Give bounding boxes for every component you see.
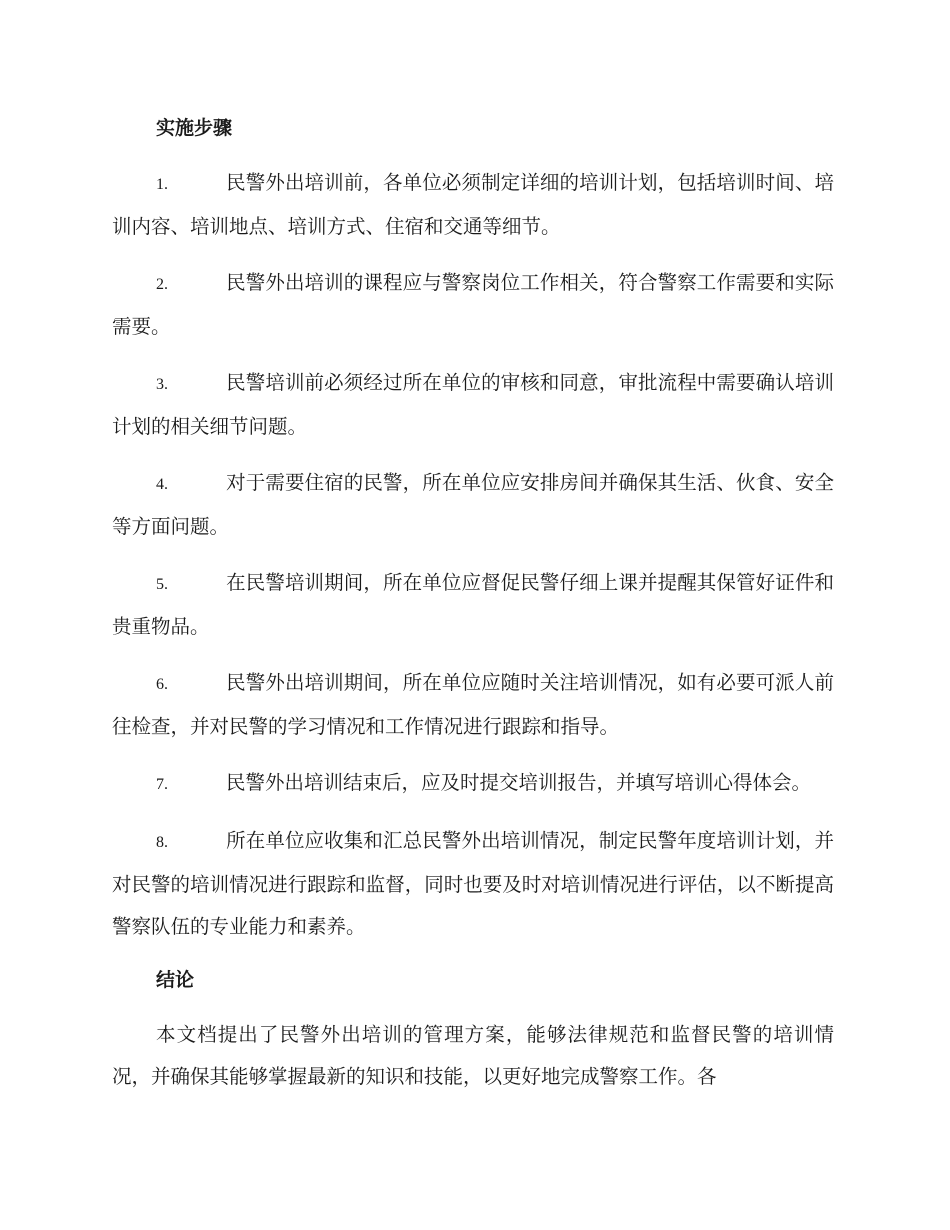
list-item-text: 所在单位应收集和汇总民警外出培训情况，制定民警年度培训计划，并对民警的培训情况进行跟踪和监督，同时也要及时对培训情况进行评估，以不断提高警察队伍的专业能力和素养。 bbox=[112, 829, 834, 938]
list-item-text: 对于需要住宿的民警，所在单位应安排房间并确保其生活、伙食、安全等方面问题。 bbox=[112, 471, 834, 538]
list-item-number: 5. bbox=[156, 576, 168, 593]
list-item bbox=[112, 462, 834, 548]
list-item bbox=[112, 820, 834, 948]
section-heading-implementation-steps: 实施步骤 bbox=[156, 117, 233, 139]
list-item-text: 在民警培训期间，所在单位应督促民警仔细上课并提醒其保管好证件和贵重物品。 bbox=[112, 571, 834, 638]
list-item-text: 民警外出培训期间，所在单位应随时关注培训情况，如有必要可派人前往检查，并对民警的学习情况和工作情况进行跟踪和指导。 bbox=[112, 671, 834, 738]
list-item-number: 1. bbox=[156, 176, 168, 193]
list-item-number: 3. bbox=[156, 376, 168, 393]
list-item bbox=[112, 162, 834, 248]
section-heading-conclusion: 结论 bbox=[156, 969, 195, 991]
list-item bbox=[112, 662, 834, 748]
list-item-number: 4. bbox=[156, 476, 168, 493]
list-item bbox=[112, 262, 834, 348]
list-item-text: 民警外出培训的课程应与警察岗位工作相关，符合警察工作需要和实际需要。 bbox=[112, 271, 834, 338]
list-item-text: 民警培训前必须经过所在单位的审核和同意，审批流程中需要确认培训计划的相关细节问题。 bbox=[112, 371, 834, 438]
list-item-number: 2. bbox=[156, 276, 168, 293]
list-item-number: 6. bbox=[156, 676, 168, 693]
list-item bbox=[112, 562, 834, 648]
document-content bbox=[112, 108, 834, 1098]
conclusion-paragraph: 本文档提出了民警外出培训的管理方案，能够法律规范和监督民警的培训情况，并确保其能够掌握最新的知识和技能，以更好地完成警察工作。各 bbox=[112, 1023, 834, 1088]
list-item-text: 民警外出培训前，各单位必须制定详细的培训计划，包括培训时间、培训内容、培训地点、培训方式、住宿和交通等细节。 bbox=[112, 171, 834, 238]
list-item-number: 8. bbox=[156, 834, 168, 851]
list-item bbox=[112, 762, 834, 806]
list-item-text: 民警外出培训结束后，应及时提交培训报告，并填写培训心得体会。 bbox=[226, 771, 812, 794]
list-item bbox=[112, 362, 834, 448]
list-item-number: 7. bbox=[156, 776, 168, 793]
